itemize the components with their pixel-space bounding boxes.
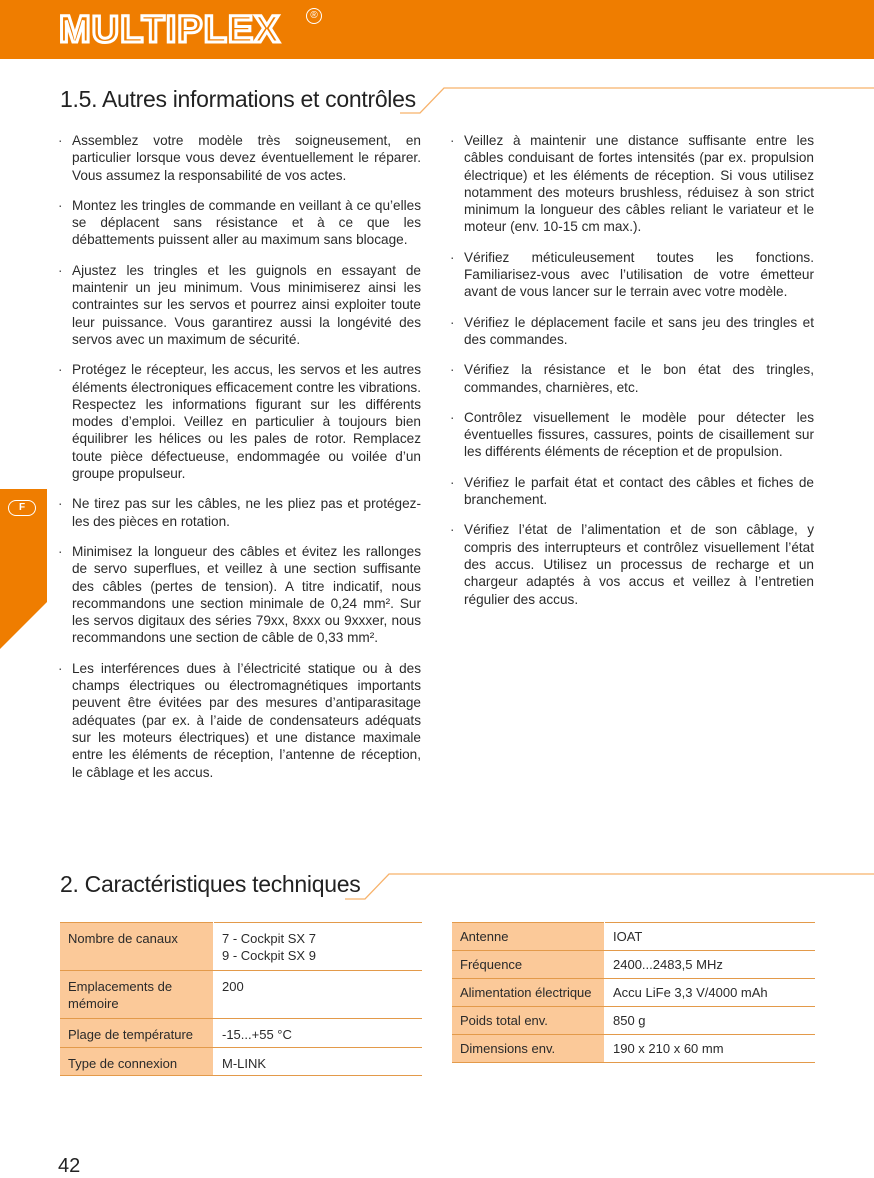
header-bar	[0, 0, 874, 59]
bullet-item: · Veillez à maintenir une distance suffisante entre les câbles conduisant de fortes intensités (par ex. propulsion électrique) et les éléments de réception. Si vous utilisez notamment des moteurs brushless, réduisez à son strict minimum la longueur des câbles reliant le variateur et le moteur (env. 10-15 cm max.).	[452, 132, 814, 236]
spec-value: 190 x 210 x 60 mm	[605, 1035, 816, 1063]
spec-key: Emplacements de mémoire	[60, 971, 214, 1019]
logo-wordmark: MULTIPLEX	[59, 9, 281, 49]
spec-key: Poids total env.	[452, 1007, 605, 1035]
spec-row	[452, 923, 815, 951]
multiplex-logo-icon	[57, 9, 307, 49]
spec-value-line: 9 - Cockpit SX 9	[222, 948, 316, 963]
section-title-1: 1.5. Autres informations et contrôles	[60, 86, 416, 112]
spec-table-left	[60, 922, 422, 1076]
spec-key: Dimensions env.	[452, 1035, 605, 1063]
title-rule-decoration-2	[345, 870, 874, 904]
spec-row	[60, 971, 422, 1019]
spec-row	[452, 979, 815, 1007]
spec-row	[60, 1019, 422, 1048]
title-rule-decoration	[400, 84, 874, 118]
bullet-item: · Protégez le récepteur, les accus, les servos et les autres éléments électroniques efficacement contre les vibrations. Respectez les informations figurant sur les différents modes d’emploi. Veillez en particulier à toujours bien équilibrer les hélices ou les pales de rotor. Remplacez toute pièce défectueuse, endommagée ou voilée d’un groupe propulseur.	[60, 361, 421, 482]
registered-mark: ®	[306, 8, 322, 24]
spec-row	[60, 1048, 422, 1076]
bullet-item: · Ajustez les tringles et les guignols en essayant de maintenir un jeu minimum. Vous minimiserez ainsi les contraintes sur les servos et pourrez ainsi exploiter toute leur puissance. Vous garantirez aussi la longévité des servos avec un maximum de sécurité.	[60, 262, 421, 348]
left-column	[60, 132, 421, 794]
bullet-item: · Assemblez votre modèle très soigneusement, en particulier lorsque vous devez éventuellement le réparer. Vous assumez la responsabilité de vos actes.	[60, 132, 421, 184]
spec-value	[214, 1019, 423, 1048]
bullet-item: · Vérifiez l’état de l’alimentation et de son câblage, y compris des interrupteurs et contrôlez visuellement l’état des accus. Utilisez un processus de recharge et un chargeur adaptés à vos accus et veillez à l’entretien régulier des accus.	[452, 521, 814, 607]
spec-table-right	[452, 922, 815, 1063]
spec-value	[214, 923, 423, 971]
spec-value	[214, 971, 423, 1019]
spec-key: Plage de température	[60, 1019, 214, 1048]
spec-key: Fréquence	[452, 951, 605, 979]
spec-row	[452, 1035, 815, 1063]
bullet-item: · Vérifiez la résistance et le bon état des tringles, commandes, charnières, etc.	[452, 361, 814, 396]
bullet-item: · Vérifiez le déplacement facile et sans jeu des tringles et des commandes.	[452, 314, 814, 349]
spec-key: Type de connexion	[60, 1048, 214, 1076]
spec-value-line: 7 - Cockpit SX 7	[222, 931, 316, 946]
bullet-item: · Montez les tringles de commande en veillant à ce qu’elles se déplacent sans résistance et à ce que les débattements puissent aller au maximum sans blocage.	[60, 197, 421, 249]
spec-key: Antenne	[452, 923, 605, 951]
spec-value: 850 g	[605, 1007, 816, 1035]
spec-key: Nombre de canaux	[60, 923, 214, 971]
bullet-item: · Les interférences dues à l’électricité statique ou à des champs électriques ou électromagnétiques importants peuvent être évitées par des mesures d’antiparasitage adéquates (par ex. à l’aide de condensateurs adéquats sur les moteurs électriques) et une distance maximale entre les éléments de réception, l’antenne de réception, le câblage et les accus.	[60, 660, 421, 781]
spec-row	[452, 1007, 815, 1035]
bullet-item: · Ne tirez pas sur les câbles, ne les pliez pas et protégez-les des pièces en rotation.	[60, 495, 421, 530]
spec-value	[214, 1048, 423, 1076]
spec-row	[60, 923, 422, 971]
brand-logo	[57, 9, 307, 54]
bullet-item: · Minimisez la longueur des câbles et évitez les rallonges de servo superflues, et veillez à une section suffisante des câbles (pertes de tension). A titre indicatif, nous recommandons une section minimale de 0,24 mm². Sur les servos digitaux des séries 79xx, 8xxx ou 9xxxer, nous recommandons une section de câble de 0,33 mm².	[60, 543, 421, 647]
spec-value: Accu LiFe 3,3 V/4000 mAh	[605, 979, 816, 1007]
bullet-item: · Vérifiez le parfait état et contact des câbles et fiches de branchement.	[452, 474, 814, 509]
page-number: 42	[58, 1155, 81, 1177]
spec-value: IOAT	[605, 923, 816, 951]
spec-value: 2400...2483,5 MHz	[605, 951, 816, 979]
bullet-item: · Vérifiez méticuleusement toutes les fonctions. Familiarisez-vous avec l’utilisation de votre émetteur avant de vous lancer sur le terrain avec votre modèle.	[452, 249, 814, 301]
spec-value-line: M-LINK	[222, 1056, 267, 1071]
bullet-item: · Contrôlez visuellement le modèle pour détecter les éventuelles fissures, cassures, points de cisaillement sur les différents éléments de réception et de propulsion.	[452, 409, 814, 461]
right-column	[452, 132, 814, 621]
spec-value-line: -15...+55 °C	[222, 1027, 292, 1042]
spec-key: Alimentation électrique	[452, 979, 605, 1007]
spec-row	[452, 951, 815, 979]
language-tab-label: F	[8, 500, 36, 516]
section-title-2: 2. Caractéristiques techniques	[60, 871, 361, 897]
spec-value-line: 200	[222, 979, 244, 994]
